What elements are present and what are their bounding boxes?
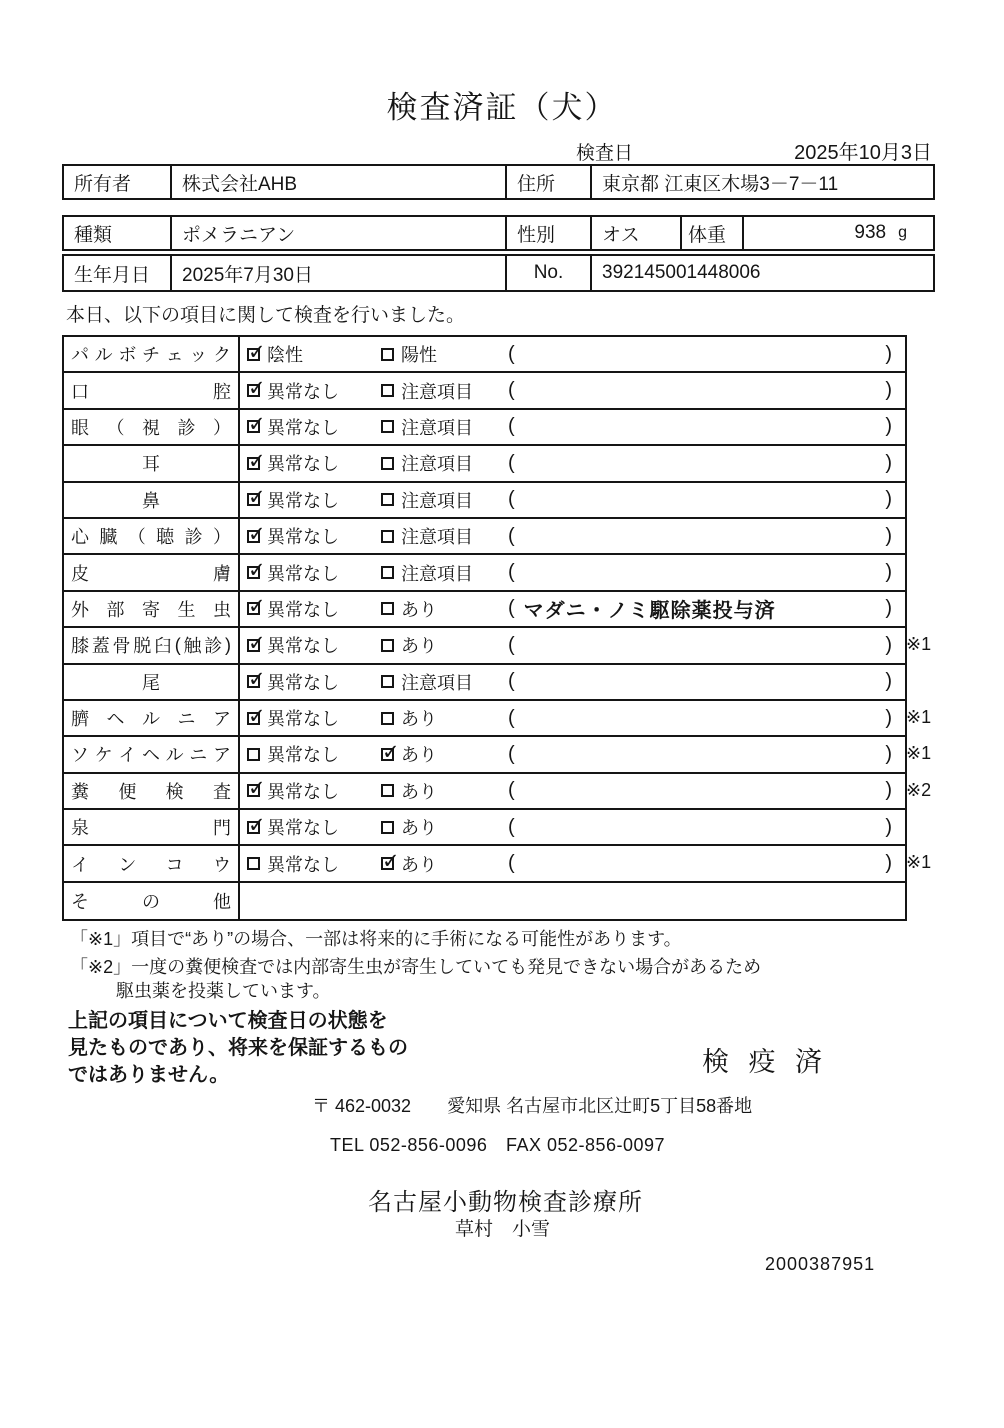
checkbox-icon: [381, 530, 394, 543]
open-paren: (: [508, 451, 515, 474]
exam-item-label: ソ ケ イ ヘ ル ニ ア: [64, 737, 240, 771]
remarks-text: マダニ・ノミ駆除薬投与済: [523, 600, 776, 623]
option-label: 注意項目: [401, 454, 473, 475]
staff-name: 草村 小雪: [455, 1219, 551, 1240]
option-positive: [374, 778, 508, 804]
checkbox-icon: [247, 530, 260, 543]
option-label: 注意項目: [401, 381, 473, 402]
remarks-field: [508, 594, 905, 623]
option-positive: [374, 596, 508, 622]
checklist-row-content: [240, 337, 905, 371]
checklist-row: [64, 846, 932, 882]
owner-value: 株式会社AHB: [172, 166, 507, 198]
checkbox-icon: [247, 784, 260, 797]
remarks-field: [508, 816, 905, 839]
remarks-field: [508, 852, 905, 875]
dob-value: 2025年7月30日: [172, 256, 507, 290]
option-positive: [374, 487, 508, 513]
option-positive: [374, 705, 508, 731]
checkbox-icon: [381, 821, 394, 834]
sex-value: オス: [592, 217, 682, 249]
close-paren: ): [885, 670, 892, 693]
open-paren: (: [508, 779, 515, 802]
remarks-field: [508, 707, 905, 730]
open-paren: (: [508, 342, 515, 365]
option-label: 異常なし: [267, 781, 339, 802]
quarantine-stamp: 検 疫 済: [702, 1047, 829, 1077]
option-positive: [374, 378, 508, 404]
checklist-row: [64, 519, 905, 555]
option-label: 注意項目: [401, 672, 473, 693]
checkbox-icon: [381, 675, 394, 688]
option-positive: [374, 450, 508, 476]
option-negative: [240, 778, 374, 804]
open-paren: (: [508, 379, 515, 402]
checklist-row: [64, 337, 905, 373]
option-label: あり: [401, 599, 437, 620]
footnote-mark: ※1: [906, 634, 932, 655]
remarks-field: [508, 452, 905, 475]
remarks-field: [508, 415, 905, 438]
checklist-row: [64, 737, 932, 773]
footnote-mark: ※1: [906, 743, 932, 764]
checkbox-icon: [381, 384, 394, 397]
checklist-row-content: [240, 483, 905, 517]
footnote-mark: ※1: [906, 706, 932, 727]
option-positive: [374, 741, 508, 767]
option-positive: [374, 814, 508, 840]
weight-value: 938: [854, 222, 887, 243]
option-label: あり: [401, 854, 437, 875]
close-paren: ): [885, 451, 892, 474]
checklist-row-content: [240, 555, 905, 589]
footnote-mark: ※2: [906, 779, 932, 800]
option-negative: [240, 851, 374, 877]
open-paren: (: [508, 561, 515, 584]
remarks-field: [508, 779, 905, 802]
option-label: 注意項目: [401, 417, 473, 438]
option-label: 異常なし: [267, 599, 339, 620]
open-paren: (: [508, 815, 515, 838]
checklist-row-content: [240, 774, 905, 808]
option-negative: [240, 523, 374, 549]
pet-info-table-row2: [62, 254, 935, 292]
option-positive: [374, 414, 508, 440]
checklist-row: [64, 774, 932, 810]
address-label: 住所: [507, 166, 592, 198]
close-paren: ): [885, 379, 892, 402]
option-label: 注意項目: [401, 527, 473, 548]
checklist-row: [64, 628, 932, 664]
checkbox-icon: [381, 857, 394, 870]
checkbox-icon: [247, 566, 260, 579]
checkbox-icon: [247, 493, 260, 506]
exam-checklist-table: [62, 335, 932, 921]
checklist-row: [64, 592, 905, 628]
checklist-row: [64, 446, 905, 482]
address-value: 東京都 江東区木場3－7－11: [602, 173, 839, 195]
option-label: 異常なし: [267, 636, 339, 657]
checklist-row-content: [240, 810, 905, 844]
dob-label: 生年月日: [64, 256, 172, 290]
remarks-field: [508, 670, 905, 693]
serial-number: 2000387951: [765, 1254, 876, 1274]
exam-item-label: パ ル ボ チ ェ ッ ク: [64, 337, 240, 371]
option-negative: [240, 450, 374, 476]
intro-text: 本日、以下の項目に関して検査を行いました。: [66, 305, 466, 326]
checkbox-icon: [381, 348, 394, 361]
remarks-field: [508, 343, 905, 366]
close-paren: ): [885, 852, 892, 875]
no-value: 392145001448006: [602, 262, 761, 283]
open-paren: (: [508, 670, 515, 693]
close-paren: ): [885, 742, 892, 765]
option-negative: [240, 341, 374, 367]
remarks-field: [508, 561, 905, 584]
option-positive: [374, 669, 508, 695]
checklist-row-content: [240, 446, 905, 480]
option-label: 異常なし: [267, 417, 339, 438]
checkbox-icon: [247, 639, 260, 652]
checkbox-icon: [381, 748, 394, 761]
checklist-row: [64, 883, 905, 919]
checklist-row: [64, 555, 905, 591]
close-paren: ): [885, 597, 892, 620]
open-paren: (: [508, 852, 515, 875]
no-label: No.: [507, 256, 592, 290]
option-negative: [240, 741, 374, 767]
checklist-row-content: [240, 701, 905, 735]
close-paren: ): [885, 488, 892, 511]
remarks-field: [508, 525, 905, 548]
close-paren: ): [885, 779, 892, 802]
exam-item-label: 心 臓 （ 聴 診 ）: [64, 519, 240, 553]
checkbox-icon: [381, 602, 394, 615]
checklist-row-content: [240, 665, 905, 699]
remarks-field: [508, 743, 905, 766]
weight-unit: g: [898, 224, 907, 241]
checkbox-icon: [381, 712, 394, 725]
checkbox-icon: [247, 821, 260, 834]
open-paren: (: [508, 524, 515, 547]
checkbox-icon: [247, 712, 260, 725]
clinic-tel-fax: TEL 052-856-0096 FAX 052-856-0097: [330, 1135, 666, 1155]
checklist-row-content: [240, 846, 905, 880]
option-label: 異常なし: [267, 672, 339, 693]
option-positive: [374, 632, 508, 658]
exam-date-value: 2025年10月3日: [794, 142, 932, 164]
open-paren: (: [508, 706, 515, 729]
close-paren: ): [885, 815, 892, 838]
checklist-row-content: [240, 519, 905, 553]
disclaimer-line-3: ではありません。: [68, 1064, 230, 1086]
option-label: 異常なし: [267, 709, 339, 730]
checklist-row: [64, 410, 905, 446]
option-label: あり: [401, 709, 437, 730]
option-label: 陽性: [401, 345, 437, 366]
checklist-row: [64, 483, 905, 519]
exam-item-label: 鼻: [64, 483, 240, 517]
option-label: 異常なし: [267, 745, 339, 766]
close-paren: ): [885, 524, 892, 547]
exam-item-label: そ の 他: [64, 883, 240, 919]
clinic-address: 〒 462-0032 愛知県 名古屋市北区辻町5丁目58番地: [312, 1096, 753, 1116]
exam-item-label: イ ン コ ウ: [64, 846, 240, 880]
disclaimer-line-1: 上記の項目について検査日の状態を: [68, 1010, 388, 1032]
checklist-row-content: [240, 628, 905, 662]
open-paren: (: [508, 488, 515, 511]
option-positive: [374, 341, 508, 367]
option-label: あり: [401, 818, 437, 839]
exam-item-label: 糞 便 検 査: [64, 774, 240, 808]
owner-label: 所有者: [64, 166, 172, 198]
exam-item-label: 尾: [64, 665, 240, 699]
close-paren: ): [885, 561, 892, 584]
breed-label: 種類: [64, 217, 172, 249]
exam-date-label: 検査日: [576, 143, 634, 164]
option-negative: [240, 378, 374, 404]
option-label: あり: [401, 781, 437, 802]
option-negative: [240, 669, 374, 695]
exam-item-label: 耳: [64, 446, 240, 480]
remarks-field: [508, 488, 905, 511]
option-label: あり: [401, 745, 437, 766]
option-negative: [240, 632, 374, 658]
owner-table: [62, 164, 935, 200]
exam-item-label: 皮 膚: [64, 555, 240, 589]
exam-item-label: 眼 （ 視 診 ）: [64, 410, 240, 444]
option-positive: [374, 851, 508, 877]
weight-label: 体重: [682, 217, 744, 249]
checkbox-icon: [247, 675, 260, 688]
option-negative: [240, 814, 374, 840]
option-label: 異常なし: [267, 490, 339, 511]
disclaimer-line-2: 見たものであり、将来を保証するもの: [68, 1037, 408, 1059]
option-label: 注意項目: [401, 490, 473, 511]
checkbox-icon: [247, 457, 260, 470]
disclaimer-text: [68, 1008, 408, 1089]
footnote-2-line1: 「※2」一度の糞便検査では内部寄生虫が寄生していても発見できない場合があるため: [70, 957, 762, 977]
open-paren: (: [508, 742, 515, 765]
checkbox-icon: [247, 602, 260, 615]
exam-item-label: 膝 蓋 骨 脱 臼 ( 触 診 ): [64, 628, 240, 662]
option-label: 異常なし: [267, 818, 339, 839]
clinic-name: 名古屋小動物検査診療所: [368, 1189, 643, 1216]
close-paren: ): [885, 415, 892, 438]
exam-item-label: 泉 門: [64, 810, 240, 844]
exam-item-label: 臍 ヘ ル ニ ア: [64, 701, 240, 735]
checklist-row-content: [240, 410, 905, 444]
checkbox-icon: [247, 420, 260, 433]
option-label: 異常なし: [267, 527, 339, 548]
checklist-row: [64, 665, 905, 701]
checklist-row-content: [240, 883, 905, 919]
checkbox-icon: [381, 457, 394, 470]
checkbox-icon: [247, 348, 260, 361]
option-label: あり: [401, 636, 437, 657]
open-paren: (: [508, 415, 515, 438]
checklist-row-content: [240, 592, 905, 626]
footnote-2-line2: 駆虫薬を投薬しています。: [116, 981, 331, 1001]
pet-info-table-row1: [62, 215, 935, 251]
close-paren: ): [885, 633, 892, 656]
checklist-row: [64, 373, 905, 409]
open-paren: (: [508, 597, 515, 620]
option-negative: [240, 414, 374, 440]
option-negative: [240, 487, 374, 513]
checklist-row-content: [240, 737, 905, 771]
checklist-row-content: [240, 373, 905, 407]
sex-label: 性別: [507, 217, 592, 249]
weight-cell: [744, 217, 933, 249]
breed-value: ポメラニアン: [172, 217, 507, 249]
option-negative: [240, 705, 374, 731]
checkbox-icon: [247, 857, 260, 870]
checkbox-icon: [381, 639, 394, 652]
option-label: 異常なし: [267, 563, 339, 584]
checklist-row: [64, 810, 905, 846]
option-positive: [374, 523, 508, 549]
option-label: 注意項目: [401, 563, 473, 584]
checkbox-icon: [381, 420, 394, 433]
exam-item-label: 口 腔: [64, 373, 240, 407]
open-paren: (: [508, 633, 515, 656]
option-label: 異常なし: [267, 854, 339, 875]
option-label: 陰性: [267, 345, 303, 366]
option-negative: [240, 560, 374, 586]
footnote-mark: ※1: [906, 852, 932, 873]
remarks-field: [508, 634, 905, 657]
checklist-row: [64, 701, 932, 737]
option-label: 異常なし: [267, 454, 339, 475]
footnote-1: 「※1」項目で“あり”の場合、一部は将来的に手術になる可能性があります。: [70, 929, 682, 949]
document-title: 検査済証（犬）: [386, 90, 618, 125]
close-paren: ): [885, 706, 892, 729]
checkbox-icon: [247, 748, 260, 761]
option-negative: [240, 596, 374, 622]
checkbox-icon: [381, 493, 394, 506]
exam-item-label: 外 部 寄 生 虫: [64, 592, 240, 626]
checkbox-icon: [381, 784, 394, 797]
checkbox-icon: [381, 566, 394, 579]
remarks-field: [508, 379, 905, 402]
close-paren: ): [885, 342, 892, 365]
option-positive: [374, 560, 508, 586]
checkbox-icon: [247, 384, 260, 397]
option-label: 異常なし: [267, 381, 339, 402]
